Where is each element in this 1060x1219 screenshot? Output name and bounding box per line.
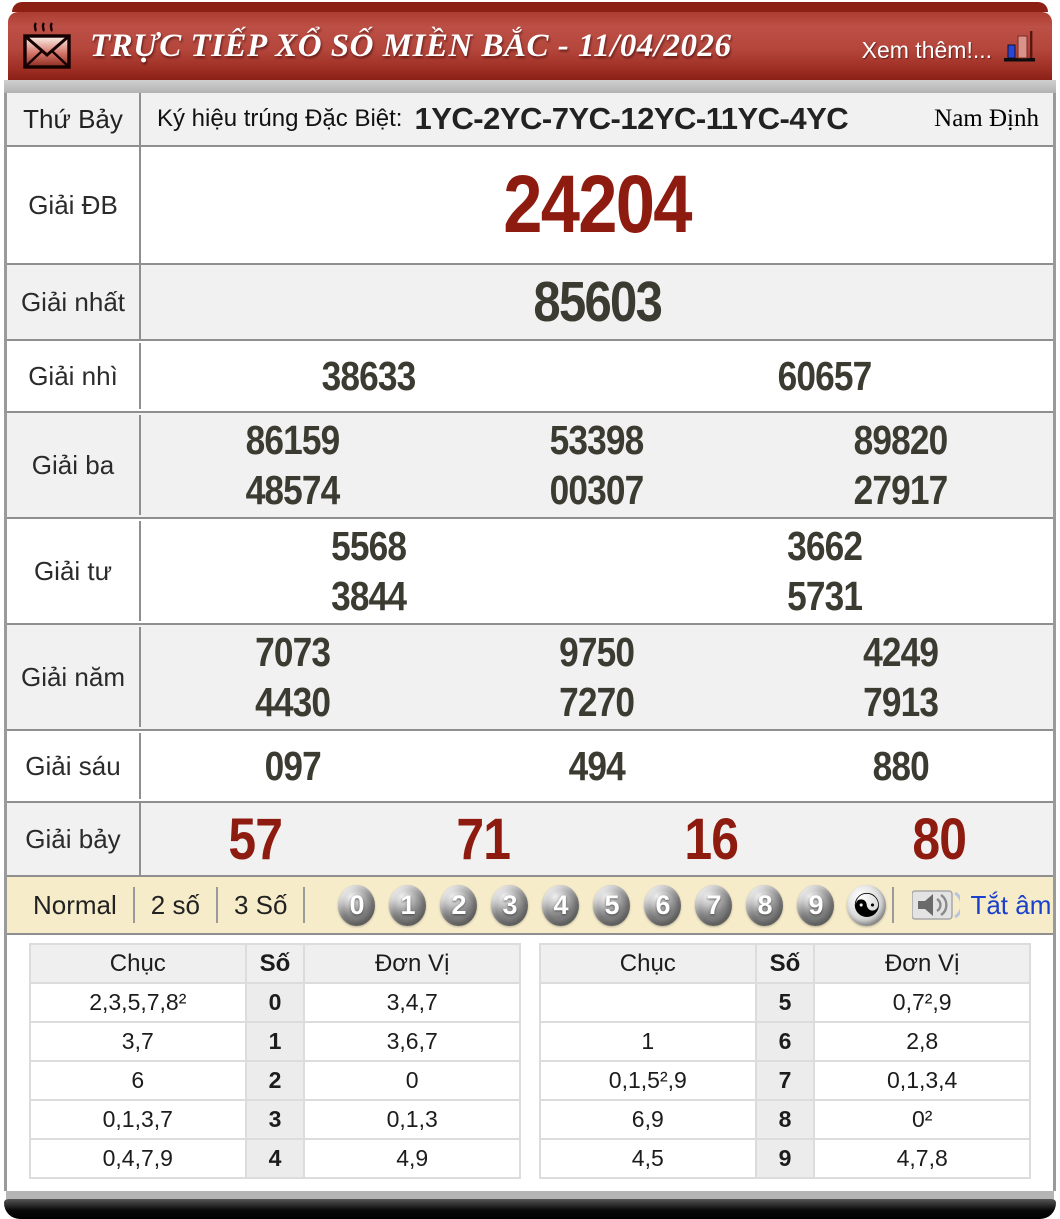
digit-value: 2 xyxy=(246,1061,305,1100)
tens-value: 6 xyxy=(30,1061,246,1100)
prize-number-cell xyxy=(825,806,1053,873)
yin-yang-icon[interactable] xyxy=(847,885,886,926)
prize-number: 3662 xyxy=(787,522,863,569)
digit-stats-section xyxy=(7,935,1053,1191)
prize-number-cell xyxy=(141,269,1053,335)
prize-label: Giải sáu xyxy=(7,733,141,799)
prize-number: 53398 xyxy=(550,416,644,463)
units-value: 4,9 xyxy=(304,1139,520,1178)
page-title: TRỰC TIẾP XỔ SỐ MIỀN BẮC - 11/04/2026 xyxy=(90,27,732,64)
special-sign-label: Ký hiệu trúng Đặc Biệt: xyxy=(157,105,403,132)
prize-row xyxy=(7,265,1053,341)
prize-label: Giải tư xyxy=(7,521,141,621)
units-value: 0² xyxy=(814,1100,1030,1139)
prize-row xyxy=(7,413,1053,519)
prize-row xyxy=(7,731,1053,803)
prize-number-cell xyxy=(141,158,1053,252)
prize-line xyxy=(141,677,1053,727)
prize-number: 4430 xyxy=(255,678,331,725)
prize-number: 89820 xyxy=(854,416,948,463)
prize-line xyxy=(141,158,1053,252)
prize-line xyxy=(141,269,1053,335)
units-value: 3,4,7 xyxy=(304,983,520,1022)
tens-value: 4,5 xyxy=(540,1139,756,1178)
prize-number-cell xyxy=(597,806,825,873)
digit-value: 0 xyxy=(246,983,305,1022)
digit-value: 8 xyxy=(756,1100,815,1139)
prize-row xyxy=(7,147,1053,265)
units-value: 0,1,3,4 xyxy=(814,1061,1030,1100)
prize-number: 7913 xyxy=(863,678,939,725)
digit-value: 5 xyxy=(756,983,815,1022)
tens-value: 3,7 xyxy=(30,1022,246,1061)
digit-value: 1 xyxy=(246,1022,305,1061)
digit-header: Số xyxy=(756,944,815,983)
prize-number: 85603 xyxy=(533,270,661,334)
mode-option-2-digits[interactable]: 2 số xyxy=(150,889,200,920)
mode-option-normal[interactable]: Normal xyxy=(33,889,117,920)
stat-row xyxy=(540,1061,1030,1100)
bottom-base-bar xyxy=(4,1199,1056,1219)
prize-number-cell xyxy=(749,629,1053,676)
prize-label: Giải ba xyxy=(7,415,141,515)
results-panel xyxy=(4,93,1056,1191)
digit-ball-7[interactable]: 7 xyxy=(695,885,732,926)
prize-values xyxy=(141,733,1053,799)
stat-row xyxy=(540,1100,1030,1139)
prize-number-cell xyxy=(141,353,597,400)
header-bar xyxy=(8,12,1052,80)
digit-value: 4 xyxy=(246,1139,305,1178)
units-header: Đơn Vị xyxy=(304,944,520,983)
prize-number-cell xyxy=(445,629,749,676)
units-value: 3,6,7 xyxy=(304,1022,520,1061)
prize-number-cell xyxy=(141,743,445,790)
prize-number: 7073 xyxy=(255,628,331,675)
prize-number-cell xyxy=(141,417,445,464)
bar-chart-icon[interactable] xyxy=(1002,28,1038,64)
stat-row xyxy=(540,983,1030,1022)
header-shadow-strip xyxy=(4,80,1056,93)
prize-number-cell xyxy=(597,573,1053,620)
prize-number-cell xyxy=(445,679,749,726)
digit-header: Số xyxy=(246,944,305,983)
prize-number-cell xyxy=(141,806,369,873)
prize-number: 00307 xyxy=(550,466,644,513)
weekday-label: Thứ Bảy xyxy=(7,93,141,145)
units-header: Đơn Vị xyxy=(814,944,1030,983)
special-sign-cell xyxy=(141,93,1053,145)
prize-values xyxy=(141,147,1053,263)
info-row xyxy=(7,93,1053,147)
prize-line xyxy=(141,627,1053,677)
see-more-link[interactable]: Xem thêm!... xyxy=(861,37,992,63)
digit-ball-6[interactable]: 6 xyxy=(644,885,681,926)
prize-row xyxy=(7,803,1053,877)
prize-line xyxy=(141,741,1053,791)
prize-values xyxy=(141,803,1053,875)
tens-value: 2,3,5,7,8² xyxy=(30,983,246,1022)
prize-number: 494 xyxy=(568,742,626,789)
mute-button[interactable]: Tắt âm xyxy=(970,889,1052,920)
prize-number-cell xyxy=(597,523,1053,570)
stat-row xyxy=(30,1022,520,1061)
stat-row xyxy=(30,1061,520,1100)
stat-row xyxy=(30,983,520,1022)
prize-number: 24204 xyxy=(503,159,691,250)
units-value: 0,1,3 xyxy=(304,1100,520,1139)
prize-row xyxy=(7,519,1053,625)
stat-row xyxy=(540,1022,1030,1061)
prize-number: 48574 xyxy=(246,466,340,513)
digit-value: 3 xyxy=(246,1100,305,1139)
prize-number-cell xyxy=(445,743,749,790)
special-sign-code: 1YC-2YC-7YC-12YC-11YC-4YC xyxy=(414,101,849,136)
prize-label: Giải bảy xyxy=(7,803,141,875)
prize-number-cell xyxy=(749,743,1053,790)
tens-value: 0,4,7,9 xyxy=(30,1139,246,1178)
prize-number: 5568 xyxy=(331,522,407,569)
prize-number-cell xyxy=(749,417,1053,464)
digit-value: 6 xyxy=(756,1022,815,1061)
lottery-widget xyxy=(4,2,1056,1219)
stat-row xyxy=(540,1139,1030,1178)
stat-row xyxy=(30,1100,520,1139)
controls-bar xyxy=(7,877,1053,935)
prize-number-cell xyxy=(445,417,749,464)
prize-values xyxy=(141,343,1053,409)
prize-line xyxy=(141,465,1053,515)
mode-option-3-digits[interactable]: 3 Số xyxy=(233,889,288,920)
digit-ball-9[interactable]: 9 xyxy=(797,885,834,926)
prize-row xyxy=(7,341,1053,413)
tens-value: 0,1,5²,9 xyxy=(540,1061,756,1100)
tens-value: 1 xyxy=(540,1022,756,1061)
prize-number: 9750 xyxy=(559,628,635,675)
prize-label: Giải nhì xyxy=(7,343,141,409)
digit-value: 9 xyxy=(756,1139,815,1178)
prize-number-cell xyxy=(141,679,445,726)
speaker-icon[interactable] xyxy=(912,889,960,921)
digit-ball-3[interactable]: 3 xyxy=(491,885,528,926)
prize-number: 097 xyxy=(264,742,322,789)
stat-row xyxy=(30,1139,520,1178)
prize-number: 71 xyxy=(456,806,510,872)
digit-ball-0[interactable]: 0 xyxy=(338,885,375,926)
prize-values xyxy=(141,265,1053,339)
units-value: 2,8 xyxy=(814,1022,1030,1061)
prize-number-cell xyxy=(141,629,445,676)
prize-values xyxy=(141,521,1053,621)
digit-ball-4[interactable]: 4 xyxy=(542,885,579,926)
tens-value xyxy=(540,983,756,1022)
prize-label: Giải năm xyxy=(7,627,141,727)
prize-number-cell xyxy=(141,467,445,514)
tens-header: Chục xyxy=(30,944,246,983)
prize-line xyxy=(141,415,1053,465)
prize-values xyxy=(141,415,1053,515)
digit-ball-8[interactable]: 8 xyxy=(746,885,783,926)
bottom-shadow-strip xyxy=(6,1191,1054,1199)
prize-number: 7270 xyxy=(559,678,635,725)
tens-value: 0,1,3,7 xyxy=(30,1100,246,1139)
prize-values xyxy=(141,627,1053,727)
prize-number-cell xyxy=(445,467,749,514)
province-label: Nam Định xyxy=(934,105,1039,132)
prize-number-cell xyxy=(597,353,1053,400)
prize-line xyxy=(141,351,1053,401)
prize-number: 4249 xyxy=(863,628,939,675)
prize-number: 16 xyxy=(684,806,738,872)
digit-stats-table-left xyxy=(29,943,521,1179)
digit-stats-table-right xyxy=(539,943,1031,1179)
prize-line xyxy=(141,521,1053,571)
tens-value: 6,9 xyxy=(540,1100,756,1139)
prize-number: 80 xyxy=(912,806,966,872)
prize-number: 38633 xyxy=(322,352,416,399)
prize-number-cell xyxy=(141,573,597,620)
units-value: 0,7²,9 xyxy=(814,983,1030,1022)
envelope-icon xyxy=(22,21,76,71)
prize-number: 5731 xyxy=(787,572,863,619)
digit-ball-5[interactable]: 5 xyxy=(593,885,630,926)
prize-line xyxy=(141,806,1053,873)
digit-ball-1[interactable]: 1 xyxy=(389,885,426,926)
prize-number-cell xyxy=(749,467,1053,514)
digit-value: 7 xyxy=(756,1061,815,1100)
prize-number: 880 xyxy=(872,742,930,789)
digit-ball-2[interactable]: 2 xyxy=(440,885,477,926)
prize-number: 86159 xyxy=(246,416,340,463)
controls-divider xyxy=(892,887,894,923)
prize-table xyxy=(7,147,1053,877)
prize-number: 27917 xyxy=(854,466,948,513)
prize-number: 3844 xyxy=(331,572,407,619)
prize-number: 57 xyxy=(228,806,282,872)
prize-number-cell xyxy=(141,523,597,570)
mode-divider xyxy=(303,887,305,923)
tens-header: Chục xyxy=(540,944,756,983)
prize-number: 60657 xyxy=(778,352,872,399)
units-value: 0 xyxy=(304,1061,520,1100)
prize-number-cell xyxy=(369,806,597,873)
prize-row xyxy=(7,625,1053,731)
header-top-cap xyxy=(12,2,1048,12)
prize-line xyxy=(141,571,1053,621)
prize-number-cell xyxy=(749,679,1053,726)
prize-label: Giải nhất xyxy=(7,265,141,339)
units-value: 4,7,8 xyxy=(814,1139,1030,1178)
prize-label: Giải ĐB xyxy=(7,147,141,263)
yin-yang-glyph: ☯ xyxy=(852,885,882,925)
